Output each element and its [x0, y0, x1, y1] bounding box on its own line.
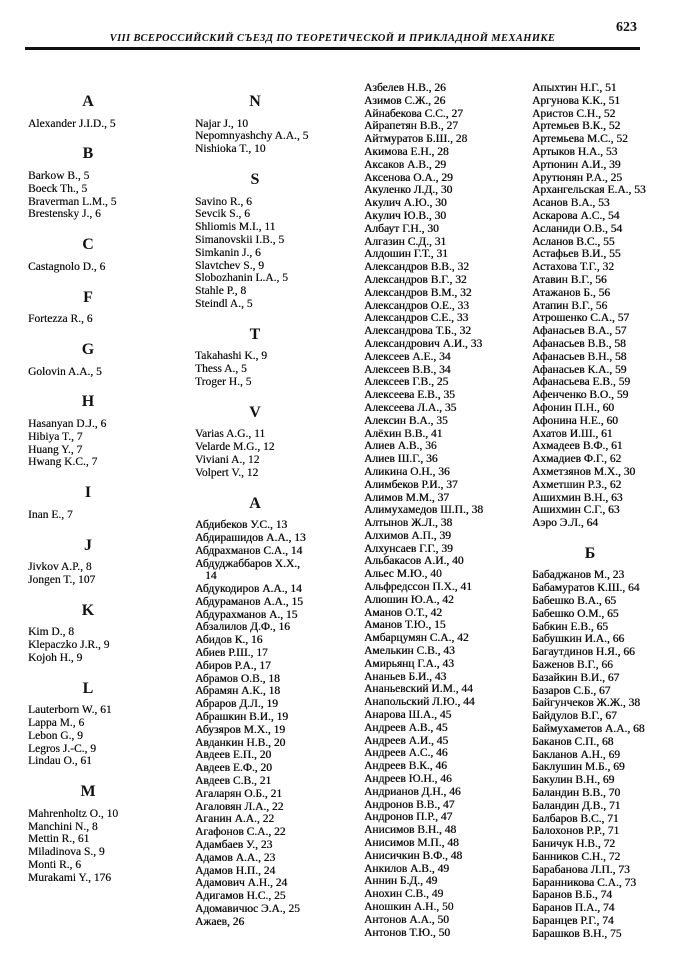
- index-entry: Асанов В.А., 53: [532, 197, 610, 210]
- index-entry: Андреев А.И., 45: [364, 734, 449, 747]
- index-entry: Jongen T., 107: [28, 573, 96, 586]
- index-entry: Аношкин А.Н., 50: [364, 901, 454, 913]
- index-entry: Акимова Е.Н., 28: [364, 145, 449, 158]
- index-entry: Айнабекова С.С., 27: [364, 107, 463, 120]
- index-entry: Бабешко О.М., 65: [532, 607, 619, 620]
- index-entry: Brestensky J., 6: [28, 208, 101, 221]
- index-entry: Авданкин Н.В., 20: [195, 736, 286, 749]
- index-entry: Абдураманов А.А., 15: [195, 595, 303, 608]
- index-entry: Lappa M., 6: [28, 717, 85, 730]
- index-entry: Алимухамедов Ш.П., 38: [364, 504, 483, 517]
- index-entry: Manchini N., 8: [28, 820, 98, 833]
- index-entry: Баклушин М.Б., 69: [532, 761, 625, 774]
- index-entry: Байгунчеков Ж.Ж., 38: [532, 697, 641, 710]
- index-entry: Hasanyan D.J., 6: [28, 417, 107, 430]
- index-entry: Savino R., 6: [195, 195, 252, 208]
- index-entry: Анисимов В.Н., 48: [364, 824, 457, 837]
- index-entry: Албаут Г.Н., 30: [364, 222, 439, 235]
- index-entry: Альбакасов А.И., 40: [364, 555, 464, 568]
- index-entry: Андреев Ю.Н., 46: [364, 773, 452, 786]
- index-entry: Simkanin J., 6: [195, 246, 261, 259]
- index-entry: Акулич А.Ю., 30: [364, 197, 447, 210]
- index-entry: Акулич Ю.В., 30: [364, 209, 447, 222]
- index-entry: Афанасьев В.А., 57: [532, 325, 627, 338]
- index-entry: Ананьев Б.И., 43: [364, 670, 447, 683]
- index-entry: Inan E., 7: [28, 508, 73, 521]
- index-section: [28, 288, 148, 326]
- index-entry: Lauterborn W., 61: [28, 704, 112, 717]
- section-letter-heading: G: [81, 340, 95, 358]
- index-entry: Абдурахманов А., 15: [195, 608, 298, 621]
- section-letter-heading: L: [82, 679, 94, 697]
- section-letter-heading: A: [82, 93, 94, 110]
- index-section: [195, 403, 315, 480]
- index-entry: Ажаев, 26: [195, 915, 245, 928]
- index-entry: Аскарова А.С., 54: [532, 209, 620, 222]
- index-entry: Алексеева Л.А., 35: [364, 401, 457, 414]
- index-entry: Адамов Н.П., 24: [195, 864, 276, 877]
- index-entry: Анкилов А.В., 49: [364, 862, 449, 875]
- index-entry: Алдошин Г.Т., 31: [364, 248, 448, 261]
- index-entry: Баландин В.В., 70: [532, 787, 621, 800]
- index-entry: Miladinova S., 9: [28, 846, 105, 859]
- index-column-2: [195, 78, 315, 929]
- index-entry: Ашихмин В.Н., 63: [532, 491, 623, 504]
- index-entry: Jivkov A.P., 8: [28, 561, 92, 574]
- index-entry: Анисимов М.П., 48: [364, 837, 459, 850]
- index-entry: Абиев Р.Ш., 17: [195, 647, 268, 660]
- section-letter-heading: T: [249, 325, 261, 343]
- index-entry: Балохонов Р.Р., 71: [532, 825, 620, 838]
- index-entry: Ахметзянов М.Х., 30: [532, 465, 636, 478]
- index-entry: Альфредссон П.Х., 41: [364, 581, 472, 594]
- index-entry: Бабамуратов К.Ш., 64: [532, 582, 640, 595]
- section-letter-heading: V: [249, 403, 261, 421]
- index-entry: Андронов В.В., 47: [364, 798, 455, 811]
- index-entry: Алексеев А.Е., 34: [364, 350, 451, 363]
- index-entry: Банников С.Н., 72: [532, 851, 621, 864]
- index-entry: Simanovskii I.B., 5: [195, 233, 285, 246]
- index-entry: Аннин Б.Д., 49: [364, 875, 438, 888]
- index-section: [195, 170, 315, 311]
- index-entry: Алюшин Ю.А., 42: [364, 593, 454, 606]
- header-rule: [25, 47, 640, 50]
- index-entry: Бабушкин И.А., 66: [532, 633, 625, 646]
- index-entry: Абдукодиров А.А., 14: [195, 583, 302, 596]
- index-entry: Абраров Д.Л., 19: [195, 698, 278, 711]
- index-entry: Алиев Ш.Г., 36: [364, 453, 438, 466]
- index-entry: Агаларян О.Б., 21: [195, 787, 283, 800]
- index-entry: Ахметшин Р.З., 62: [532, 478, 622, 491]
- running-title: VIII ВСЕРОССИЙСКИЙ СЪЕЗД ПО ТЕОРЕТИЧЕСКОЙ И ПРИКЛАДНОЙ МЕХАНИКЕ: [109, 33, 556, 44]
- index-entry: Sevcik S., 6: [195, 208, 250, 221]
- index-entry: Volpert V., 12: [195, 466, 259, 479]
- index-entry: Асланиди О.В., 54: [532, 222, 623, 235]
- index-entry: Амбарцумян С.А., 42: [364, 632, 469, 645]
- index-entry: Алексин В.А., 35: [364, 414, 448, 427]
- index-entry: Ананьевский И.М., 44: [364, 683, 473, 696]
- index-entry: Аманов Т.Ю., 15: [364, 619, 446, 632]
- index-entry: Hibiya T., 7: [28, 430, 83, 443]
- index-entry-page-continuation: 14: [205, 570, 217, 583]
- index-entry: Mettin R., 61: [28, 833, 90, 846]
- index-entry: Алексеева Е.В., 35: [364, 389, 455, 402]
- index-entry: Анапольский Л.Ю., 44: [364, 696, 475, 709]
- index-entry: Алтынов Ж.Л., 38: [364, 517, 453, 530]
- index-entry: Аксенова О.А., 29: [364, 171, 453, 184]
- index-entry: Kim D., 8: [28, 626, 74, 639]
- index-entry: Абзалилов Д.Ф., 16: [195, 621, 290, 634]
- index-entry: Барашков В.Н., 75: [532, 927, 622, 940]
- index-entry: Бакланов А.Н., 69: [532, 748, 620, 761]
- index-entry: Boeck Th., 5: [28, 182, 88, 195]
- index-entry: Абдибеков У.С., 13: [195, 519, 288, 532]
- index-entry: Баранов В.Б., 74: [532, 889, 613, 902]
- index-section: [28, 679, 148, 769]
- index-entry: Александров В.М., 32: [364, 286, 472, 299]
- index-entry: Legros J.-C., 9: [28, 742, 97, 755]
- index-entry: Абрашкин В.И., 19: [195, 711, 289, 724]
- index-entry: Агафонов С.А., 22: [195, 826, 286, 839]
- index-entry: Артемьева М.С., 52: [532, 133, 628, 146]
- index-column-3: [364, 82, 483, 939]
- index-entry: Аэро Э.Л., 64: [532, 517, 599, 530]
- index-entry: Monti R., 6: [28, 859, 82, 872]
- index-section: [28, 340, 148, 378]
- index-entry: Thess A., 5: [195, 363, 247, 376]
- index-entry: Takahashi K., 9: [195, 350, 268, 363]
- index-entry: Альес М.Ю., 40: [364, 568, 442, 581]
- index-entry: Афанасьев К.А., 59: [532, 363, 627, 376]
- index-section: [28, 92, 148, 130]
- index-entry: Андронов П.Р., 47: [364, 811, 453, 824]
- page-number: 623: [616, 20, 637, 35]
- index-entry: Афанасьев В.Н., 58: [532, 350, 627, 363]
- index-entry: Stahle P., 8: [195, 285, 247, 298]
- index-entry: Najar J., 10: [195, 117, 249, 130]
- index-entry: Анохин С.В., 49: [364, 888, 444, 901]
- index-entry: Braverman L.M., 5: [28, 195, 117, 208]
- index-entry: Barkow B., 5: [28, 169, 90, 182]
- index-entry: Troger H., 5: [195, 375, 252, 388]
- index-entry: Баранникова С.А., 73: [532, 876, 637, 889]
- index-entry: Бакулин В.Н., 69: [532, 774, 615, 787]
- index-entry: Базаров С.Б., 67: [532, 684, 611, 697]
- index-entry: Александров О.Е., 33: [364, 299, 469, 312]
- index-entry: Александров В.Г., 32: [364, 273, 467, 286]
- index-entry: Баранцев Р.Г., 74: [532, 915, 614, 927]
- index-entry: Алёхин В.В., 41: [364, 427, 443, 440]
- index-entry: Алексеев Г.В., 25: [364, 376, 449, 389]
- index-entry: Абдирашидов А.А., 13: [195, 531, 306, 544]
- index-entry: Астахова Т.Г., 32: [532, 261, 614, 274]
- index-entry: Баймухаметов А.А., 68: [532, 723, 645, 736]
- index-column-1: [28, 78, 148, 885]
- index-entry: Афанасьева Е.В., 59: [532, 376, 631, 389]
- index-section: [28, 483, 148, 521]
- index-entry: Shliomis M.I., 11: [195, 221, 276, 234]
- index-entry: Баканов С.П., 68: [532, 735, 614, 748]
- index-entry: Nishioka T., 10: [195, 143, 266, 156]
- index-entry: Атажанов Б., 56: [532, 286, 610, 299]
- index-entry: Авдеев Е.Ф., 20: [195, 762, 272, 775]
- index-entry: Алимбеков Р.И., 37: [364, 478, 458, 491]
- index-entry: Mahrenholtz O., 10: [28, 807, 119, 820]
- index-entry: Архангельская Е.А., 53: [532, 184, 646, 197]
- index-entry: Баранов П.А., 74: [532, 902, 615, 915]
- index-entry: Амирьянц Г.А., 43: [364, 657, 454, 670]
- index-entry: Азбелев Н.В., 26: [364, 82, 446, 94]
- index-section: [532, 544, 648, 941]
- index-entry: Авдеев С.В., 21: [195, 775, 272, 788]
- index-entry: Viviani A., 12: [195, 453, 260, 466]
- section-letter-heading: J: [84, 536, 92, 554]
- index-entry: Бабаджанов М., 23: [532, 569, 625, 582]
- index-entry: Бабешко В.А., 65: [532, 595, 616, 608]
- index-entry: Steindl A., 5: [195, 297, 253, 310]
- index-entry: Атавин В.Г., 56: [532, 273, 607, 286]
- index-entry: Андреев А.В., 45: [364, 721, 448, 734]
- index-entry: Андрианов Д.Н., 46: [364, 785, 461, 798]
- index-entry: Азимов С.Ж., 26: [364, 94, 446, 107]
- index-entry: Hwang K.C., 7: [28, 456, 98, 469]
- index-entry: Андреев В.К., 46: [364, 760, 447, 773]
- index-entry: Алхунсаев Г.Г., 39: [364, 542, 453, 555]
- index-entry: Ахатов И.Ш., 61: [532, 427, 613, 440]
- index-entry: Александрова Т.Б., 32: [364, 325, 472, 338]
- section-letter-heading: M: [80, 783, 96, 801]
- index-entry: Kojoh H., 9: [28, 651, 83, 664]
- index-entry: Афонина Н.Е., 60: [532, 414, 618, 427]
- index-entry: Абрамов О.В., 18: [195, 672, 280, 685]
- index-entry: Арутюнян Р.А., 25: [532, 171, 623, 184]
- index-entry: Алимов М.М., 37: [364, 491, 449, 504]
- index-entry: Аксаков А.В., 29: [364, 158, 446, 171]
- index-entry: Атрошенко С.А., 57: [532, 312, 630, 325]
- index-entry: Александров В.В., 32: [364, 261, 469, 274]
- index-entry: Базайкин В.И., 67: [532, 671, 620, 684]
- index-entry: Абузяров М.Х., 19: [195, 723, 286, 736]
- index-entry: Барабанова Л.П., 73: [532, 863, 630, 876]
- index-entry: Афенченко В.О., 59: [532, 389, 629, 402]
- index-entry: Алгазин С.Д., 31: [364, 235, 447, 248]
- index-entry: Баженов В.Г., 66: [532, 659, 613, 672]
- index-entry: Артыков Н.А., 53: [532, 145, 618, 158]
- index-entry: Alexander J.I.D., 5: [28, 117, 116, 130]
- index-entry: Алиев А.В., 36: [364, 440, 437, 453]
- index-entry: Алексеев В.В., 34: [364, 363, 451, 376]
- index-entry: Абидов К., 16: [195, 634, 263, 647]
- index-entry: Андреев А.С., 46: [364, 747, 448, 760]
- index-entry: Артюнин А.И., 39: [532, 158, 621, 171]
- index-entry: Nepomnyashchy A.A., 5: [195, 130, 309, 143]
- index-entry: Varias A.G., 11: [195, 428, 266, 441]
- index-entry: Антонов Т.Ю., 50: [364, 926, 450, 939]
- index-entry: Адамович А.Н., 24: [195, 877, 288, 890]
- section-letter-heading: N: [249, 93, 261, 110]
- index-entry: Адомавичюс Э.А., 25: [195, 903, 300, 916]
- section-letter-heading: B: [82, 145, 94, 163]
- index-entry: Антонов А.А., 50: [364, 913, 449, 926]
- index-entry: Lindau O., 61: [28, 755, 92, 768]
- index-entry: Акуленко Л.Д., 30: [364, 184, 453, 197]
- index-entry: Slavtchev S., 9: [195, 259, 264, 272]
- section-letter-heading: F: [83, 288, 93, 306]
- index-entry: Huang Y., 7: [28, 443, 83, 456]
- index-entry: Авдеев Е.П., 20: [195, 749, 272, 762]
- index-section: [28, 144, 148, 221]
- index-section: [28, 392, 148, 469]
- index-entry: Ахмадеев В.Ф., 61: [532, 440, 623, 453]
- index-section: [532, 82, 648, 530]
- index-entry: Балбаров В.С., 71: [532, 812, 619, 825]
- index-entry: Аманов О.Т., 42: [364, 606, 442, 619]
- index-entry: Баландин Д.В., 71: [532, 799, 621, 812]
- index-entry: Абдрахманов С.А., 14: [195, 544, 303, 557]
- index-entry: Klepaczko J.R., 9: [28, 639, 110, 652]
- index-entry: Адамов А.А., 23: [195, 851, 276, 864]
- index-column-4: [532, 82, 648, 941]
- index-entry: Адамбаев У., 23: [195, 839, 273, 852]
- index-entry: Артемьев В.К., 52: [532, 120, 621, 133]
- index-entry: Айтмуратов Б.Ш., 28: [364, 133, 468, 146]
- index-entry: Анарова Ш.А., 45: [364, 709, 452, 722]
- index-entry: Ахмадиев Ф.Г., 62: [532, 453, 622, 466]
- index-section: [195, 92, 315, 156]
- index-entry: Аликина О.Н., 36: [364, 465, 450, 478]
- index-entry: Алхимов А.П., 39: [364, 529, 451, 542]
- index-entry: Багаутдинов Н.Я., 66: [532, 646, 635, 659]
- index-section: [28, 782, 148, 884]
- index-entry: Абрамян А.К., 18: [195, 685, 280, 698]
- index-entry: Fortezza R., 6: [28, 313, 93, 326]
- index-section: [28, 536, 148, 587]
- index-entry: Баничук Н.В., 72: [532, 838, 615, 851]
- index-entry: Castagnolo D., 6: [28, 260, 106, 273]
- index-entry: Адигамов Н.С., 25: [195, 890, 286, 903]
- index-entry: Golovin A.A., 5: [28, 365, 102, 378]
- index-entry: Ашихмин С.Г., 63: [532, 504, 620, 517]
- index-entry: Александрович А.И., 33: [364, 337, 483, 350]
- index-entry: Аристов С.Н., 52: [532, 107, 616, 120]
- index-section: [28, 235, 148, 273]
- index-entry: Аргунова К.К., 51: [532, 94, 621, 107]
- section-letter-heading: S: [250, 170, 260, 188]
- index-entry: Абдуджаббаров Х.Х.,: [195, 557, 300, 570]
- index-entry: Афанасьев В.В., 58: [532, 337, 626, 350]
- index-entry: Асланов В.С., 55: [532, 235, 615, 248]
- section-letter-heading: K: [81, 601, 95, 619]
- index-entry: Анисичкин В.Ф., 48: [364, 849, 463, 862]
- section-letter-heading: H: [81, 393, 95, 411]
- index-entry: Александров С.Е., 33: [364, 312, 469, 325]
- index-section: [195, 494, 315, 929]
- index-entry: Lebon G., 9: [28, 729, 83, 742]
- section-letter-heading: I: [84, 484, 92, 502]
- index-entry: Амелькин С.В., 43: [364, 645, 455, 658]
- index-entry: Агаловян Л.А., 22: [195, 800, 284, 813]
- index-entry: Астафьев В.И., 55: [532, 248, 621, 261]
- index-entry: Афонин П.Н., 60: [532, 401, 615, 414]
- section-letter-heading: C: [82, 236, 94, 254]
- index-entry: Айрапетян В.В., 27: [364, 120, 458, 133]
- index-section: [195, 325, 315, 389]
- index-entry: Slobozhanin L.A., 5: [195, 272, 288, 285]
- index-entry: Атапин В.Г., 56: [532, 299, 608, 312]
- index-entry: Murakami Y., 176: [28, 871, 112, 884]
- index-entry: Бабкин Е.В., 65: [532, 620, 609, 633]
- section-letter-heading: Б: [584, 544, 596, 562]
- index-entry: Абиров Р.А., 17: [195, 659, 271, 672]
- index-entry: Апыхтин Н.Г., 51: [532, 82, 617, 94]
- index-section: [364, 82, 483, 939]
- index-section: [28, 601, 148, 665]
- section-letter-heading: А: [249, 494, 261, 512]
- index-entry: Аганин А.А., 22: [195, 813, 275, 826]
- index-entry: Байдулов В.Г., 67: [532, 710, 617, 723]
- index-entry: Velarde M.G., 12: [195, 441, 275, 454]
